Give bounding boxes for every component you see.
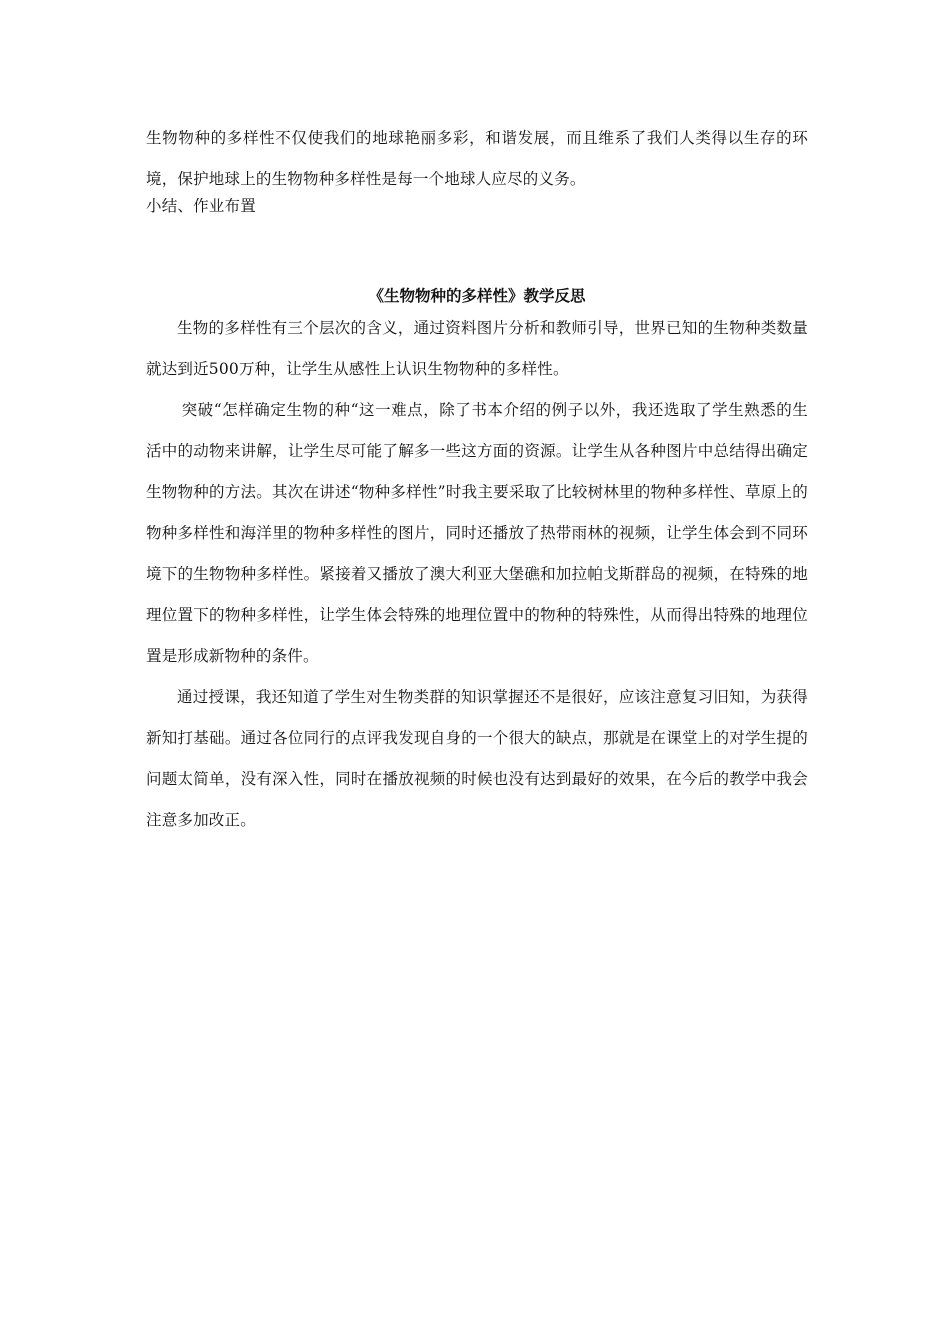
reflection-paragraph-2: 突破“怎样确定生物的种“这一难点，除了书本介绍的例子以外，我还选取了学生熟悉的生活中的动物来讲解，让学生尽可能了解多一些这方面的资源。让学生从各种图片中总结得出确定生物物种的方法。其次在讲述“物种多样性”时我主要采取了比较树林里的物种多样性、草原上的物种多样性和海洋里的物种多样性的图片，同时还播放了热带雨林的视频，让学生体会到不同环境下的生物物种多样性。紧接着又播放了澳大利亚大堡礁和加拉帕戈斯群岛的视频，在特殊的地理位置下的物种多样性，让学生体会特殊的地理位置中的物种的特殊性，从而得出特殊的地理位置是形成新物种的条件。 bbox=[146, 401, 808, 665]
reflection-paragraph-1: 生物的多样性有三个层次的含义，通过资料图片分析和教师引导，世界已知的生物种类数量就达到近500万种，让学生从感性上认识生物物种的多样性。 bbox=[146, 319, 808, 378]
summary-line: 小结、作业布置 bbox=[146, 197, 256, 215]
reflection-paragraph-3: 通过授课，我还知道了学生对生物类群的知识掌握还不是很好，应该注意复习旧知，为获得新知打基础。通过各位同行的点评我发现自身的一个很大的缺点，那就是在课堂上的对学生提的问题太简单，没有深入性，同时在播放视频的时候也没有达到最好的效果，在今后的教学中我会注意多加改正。 bbox=[146, 688, 808, 829]
reflection-title: 《生物物种的多样性》教学反思 bbox=[368, 287, 586, 305]
intro-paragraph: 生物物种的多样性不仅使我们的地球艳丽多彩，和谐发展，而且维系了我们人类得以生存的环境，保护地球上的生物物种多样性是每一个地球人应尽的义务。 bbox=[146, 129, 808, 188]
document-page bbox=[146, 118, 808, 841]
